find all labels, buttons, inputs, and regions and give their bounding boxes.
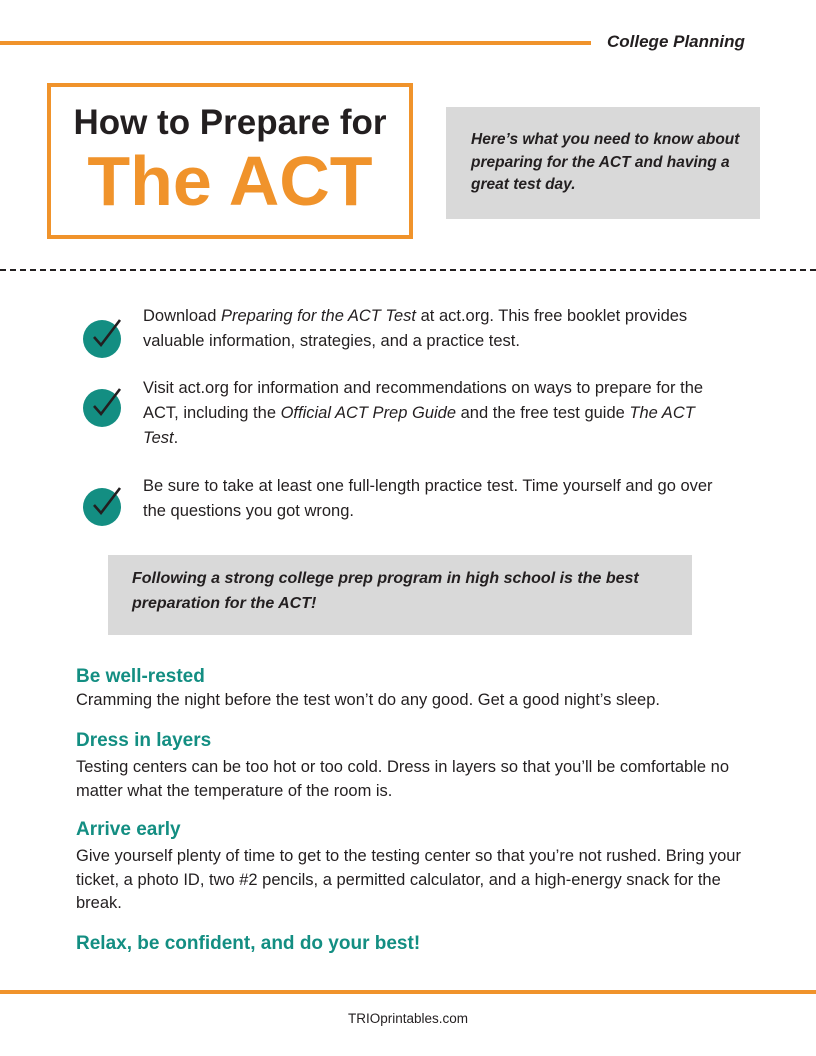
callout-box: [108, 555, 692, 635]
check-circle-icon: [80, 383, 126, 427]
header-category: College Planning: [607, 32, 745, 51]
section-body-rested: Cramming the night before the test won’t do any good. Get a good night’s sleep.: [76, 691, 660, 709]
bottom-rule: [0, 990, 816, 994]
section-body-early: Give yourself plenty of time to get to the testing center so that you’re not rushed. Bring your ticket, a photo ID, two #2 pencils, a permitted calculator, and a high-energy snack for the break.: [76, 847, 741, 912]
top-rule: [0, 41, 591, 45]
section-heading-early: Arrive early: [76, 819, 181, 840]
footer-site: TRIOprintables.com: [347, 1011, 469, 1026]
section-body-layers: Testing centers can be too hot or too cold. Dress in layers so that you’ll be comfortable no matter what the temperature of the room is.: [76, 758, 730, 800]
checklist-item-1: [80, 304, 720, 364]
section-heading-layers: Dress in layers: [76, 730, 212, 751]
checklist-item-3: [80, 474, 720, 534]
checklist-text-2: Visit act.org for information and recommendations on ways to prepare for the ACT, including the Official ACT Prep Guide and the free test guide The ACT Test.: [143, 379, 704, 447]
title-line2: The ACT: [87, 142, 373, 220]
checklist-text-1: Download Preparing for the ACT Test at act.org. This free booklet provides valuable information, strategies, and a practice test.: [143, 307, 688, 350]
callout-text: Following a strong college prep program in high school is the best preparation for the ACT!: [132, 570, 639, 612]
check-circle-icon: [80, 482, 126, 526]
intro-text: Here’s what you need to know about preparing for the ACT and having a great test day.: [471, 131, 740, 193]
intro-box: [446, 107, 760, 219]
checklist-text-3: Be sure to take at least one full-length practice test. Time yourself and go over the questions you got wrong.: [143, 477, 713, 520]
check-circle-icon: [80, 314, 126, 358]
section-heading-rested: Be well-rested: [76, 666, 205, 687]
dashed-divider: [0, 269, 816, 271]
checklist-item-2: [80, 376, 720, 456]
title-box: [47, 83, 413, 239]
title-line1: How to Prepare for: [73, 103, 387, 142]
closing-line: Relax, be confident, and do your best!: [76, 933, 421, 954]
